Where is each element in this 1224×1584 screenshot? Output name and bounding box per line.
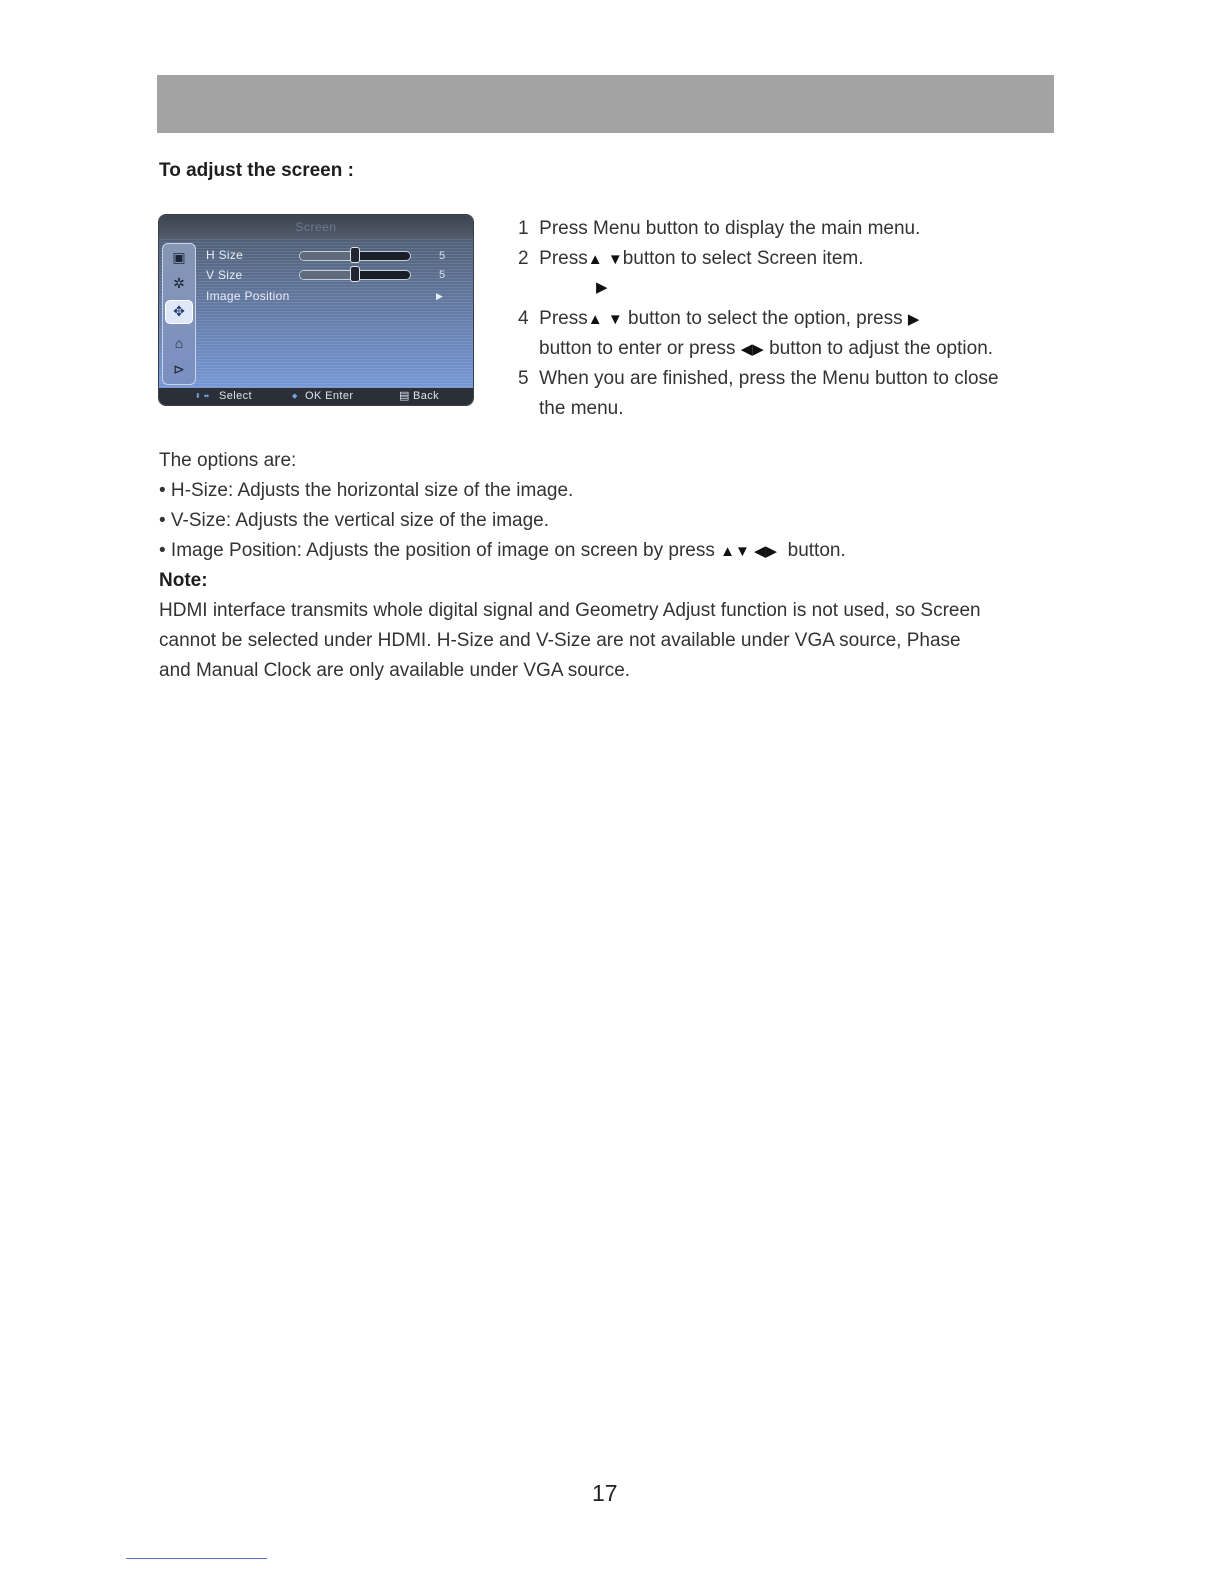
step-number: 1 [518,218,529,239]
arrows-icon: ▲▼ ◀▶ [720,543,778,560]
step-2 [518,244,864,275]
osd-v-size-slider [300,271,410,279]
step-text: Press Menu button to display the main menu. [539,218,921,239]
step-text: button to enter or press [539,338,736,359]
chevron-right-icon: ▶ [436,291,443,301]
step-text: button to adjust the option. [769,338,994,359]
note-line-2: cannot be selected under HDMI. H-Size and V-Size are not available under VGA source, Phase [159,630,961,651]
tv-icon: ▣ [172,249,186,265]
step-press: Press [539,308,588,329]
footer-line [126,1558,267,1559]
picture-icon: ✲ [173,275,185,291]
option-image-position [159,540,846,562]
option-text: • Image Position: Adjusts the position of image on screen by press [159,540,715,561]
osd-h-size-value: 5 [439,250,446,262]
option-v-size: • V-Size: Adjusts the vertical size of the image. [159,510,550,531]
osd-sidebar [162,243,196,385]
osd-v-size-value: 5 [439,269,446,281]
section-title: To adjust the screen : [159,160,354,181]
note-line-3: and Manual Clock are only available under VGA source. [159,660,631,681]
osd-footer-ok-enter: OK Enter [305,390,354,402]
osd-row-image-position-label: Image Position [206,289,290,303]
step-text: button to select the option, press [628,308,903,329]
osd-row-h-size-label: H Size [206,248,244,262]
osd-footer-select: Select [219,390,252,402]
screen-icon: ✥ [166,301,192,323]
step-number: 5 [518,368,529,389]
step-press: Press [539,248,588,269]
note-label: Note: [159,570,208,591]
step-4 [518,304,919,335]
step-5 [518,364,999,394]
step-3 [596,272,608,303]
step-5-line2 [539,394,624,424]
slider-fill [300,252,355,260]
slider-knob [351,248,359,262]
up-arrow-icon: ▲ [587,311,603,328]
osd-h-size-slider [300,252,410,260]
option-h-size: • H-Size: Adjusts the horizontal size of the image. [159,480,574,501]
step-number: 2 [518,248,529,269]
osd-title: Screen [159,215,473,239]
step-text: the menu. [539,398,624,419]
down-arrow-icon: ▼ [607,251,623,268]
left-right-arrow-icon: ◀▶ [740,341,764,358]
osd-footer-back: Back [413,390,440,402]
step-4-line2 [539,334,993,365]
step-text: button to select Screen item. [622,248,864,269]
osd-menu-screenshot [159,215,473,405]
slider-knob [351,267,359,281]
select-arrows-icon: ⬍ ⬌ [195,393,210,400]
step-text: When you are finished, press the Menu button to close [539,368,999,389]
right-arrow-icon: ▶ [907,311,920,328]
menu-icon: ▤ [399,390,410,402]
step-1 [518,214,920,244]
note-line-1: HDMI interface transmits whole digital signal and Geometry Adjust function is not used, so Screen [159,600,981,621]
up-arrow-icon: ▲ [587,251,603,268]
down-arrow-icon: ▼ [607,311,623,328]
slider-fill [300,271,355,279]
osd-row-v-size-label: V Size [206,268,243,282]
osd-footer [159,388,473,405]
right-arrow-icon: ▶ [596,279,608,296]
page-number: 17 [592,1480,618,1506]
option-text: button. [787,540,846,561]
header-bar [157,75,1054,133]
step-number: 4 [518,308,529,329]
options-intro: The options are: [159,450,297,471]
ok-icon: ◆ [292,393,298,400]
setup-icon: ⌂ [174,335,184,351]
satellite-icon: ⊳ [173,361,185,377]
